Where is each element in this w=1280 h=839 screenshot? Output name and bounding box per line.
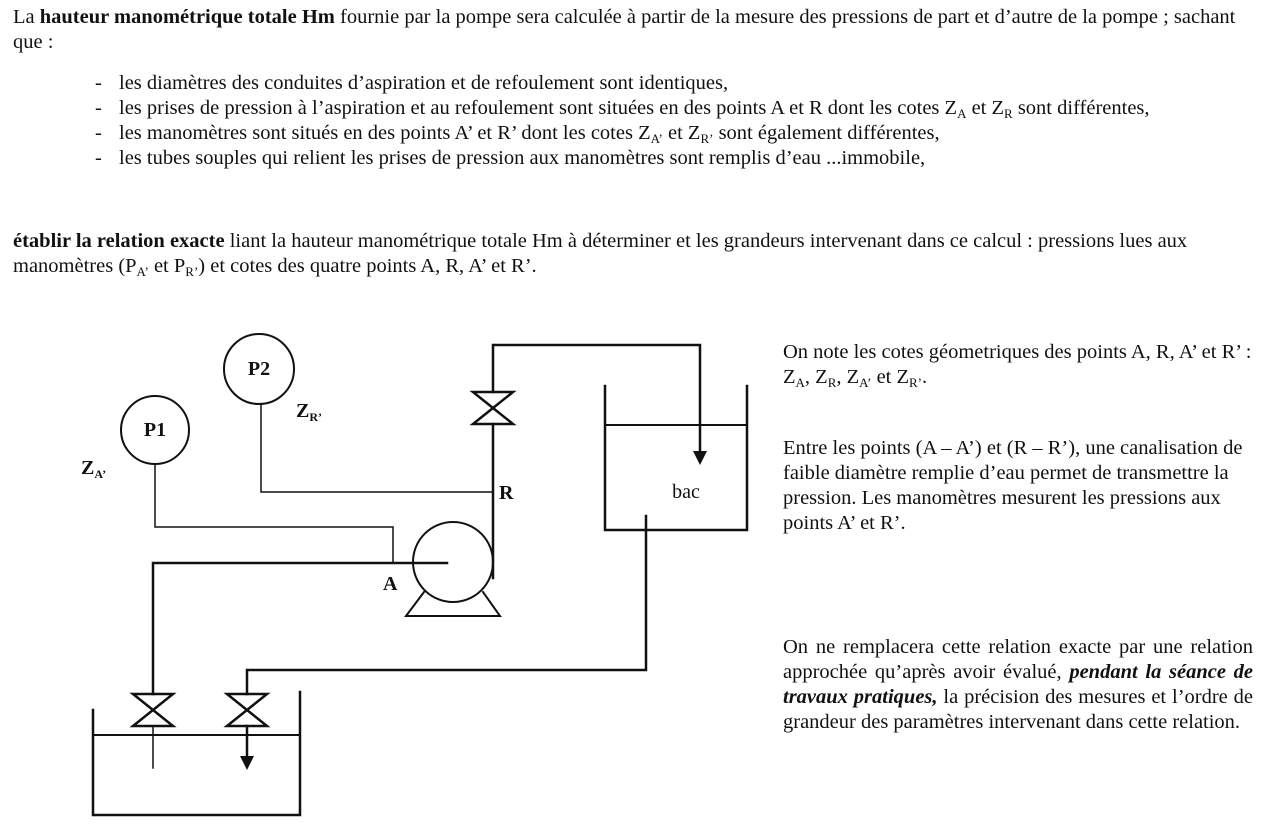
flow-arrow-icon xyxy=(693,451,707,465)
bullet-text: les diamètres des conduites d’aspiration et de refoulement sont identiques, xyxy=(119,72,729,94)
subscript: R’ xyxy=(185,264,199,279)
subscript: A xyxy=(957,106,967,121)
note-text: et Z xyxy=(871,366,910,388)
sensing-line-a xyxy=(155,464,393,562)
bullet-text: sont également différentes, xyxy=(713,122,940,144)
task-text: et P xyxy=(148,255,186,277)
return-valve-icon xyxy=(227,694,267,726)
bullet-dash: - xyxy=(95,72,102,94)
task-text: liant la hauteur manométrique totale Hm à déterminer et les grandeurs intervenant dans ce calcul : pressions lues aux manomètres (P xyxy=(13,230,1188,277)
subscript: R xyxy=(1004,106,1013,121)
side-note-transmission: Entre les points (A – A’) et (R – R’), une canalisation de faible diamètre remplie d’eau permet de transmettre la pression. Les manomètres mesurent les pressions aux points A’ et R’. xyxy=(783,437,1243,534)
return-pipe xyxy=(247,516,646,694)
z-a-prime-label: $Z_{A’}$ xyxy=(81,457,107,481)
bullet-text: et Z xyxy=(662,122,701,144)
bullet-dash: - xyxy=(95,97,102,119)
note-emphasis: pendant la séance de travaux pratiques, xyxy=(783,661,1253,708)
gauge-p1-label: P1 xyxy=(143,419,167,441)
note-text: , Z xyxy=(836,366,860,388)
subscript: R xyxy=(827,375,837,390)
bullet-text: les tubes souples qui relient les prises de pression aux manomètres sont remplis d’eau ...immobile, xyxy=(119,147,926,169)
bullet-text: les prises de pression à l’aspiration et au refoulement sont situées en des points A et R dont les cotes Z xyxy=(119,97,958,119)
intro-suffix: fournie par la pompe sera calculée à partir de la mesure des pressions de part et d’autre de la pompe ; sachant que : xyxy=(13,6,1236,53)
suction-valve-icon xyxy=(133,694,173,726)
point-a-label: A xyxy=(383,573,398,595)
note-text: la précision des mesures et l’ordre de grandeur des paramètres intervenant dans cette relation. xyxy=(783,686,1254,733)
discharge-pipe-upper xyxy=(493,345,700,452)
note-text: , Z xyxy=(804,366,828,388)
note-text: . xyxy=(922,366,928,388)
bullet-text: les manomètres sont situés en des points A’ et R’ dont les cotes Z xyxy=(119,122,651,144)
bullet-dash: - xyxy=(95,147,102,169)
suction-pipe xyxy=(153,563,447,694)
task-bold-term: établir la relation exacte xyxy=(13,230,225,252)
note-text: On note les cotes géometriques des points A, R, A’ et R’ : Z xyxy=(783,341,1252,388)
subscript: A xyxy=(795,375,805,390)
subscript: A’ xyxy=(859,375,872,390)
subscript: R’ xyxy=(909,375,923,390)
gauge-p2-label: P2 xyxy=(247,358,271,380)
z-r-prime-label: $Z_{R’}$ xyxy=(296,400,323,424)
subscript: R’ xyxy=(700,131,714,146)
flow-arrow-icon xyxy=(240,756,254,770)
subscript: A’ xyxy=(136,264,149,279)
upper-tank xyxy=(605,386,747,530)
discharge-valve-icon xyxy=(473,392,513,424)
tank-label: bac xyxy=(672,481,700,503)
lower-tank xyxy=(93,692,300,815)
note-text: On ne remplacera cette relation exacte par une relation approchée qu’après avoir évalué, xyxy=(783,636,1253,683)
task-text: ) et cotes des quatre points A, R, A’ et R’. xyxy=(198,255,537,277)
pump-base xyxy=(406,592,500,616)
bullet-text: sont différentes, xyxy=(1012,97,1150,119)
bullet-dash: - xyxy=(95,122,102,144)
bullet-text: et Z xyxy=(966,97,1005,119)
point-r-label: R xyxy=(499,482,514,504)
subscript: A’ xyxy=(650,131,663,146)
intro-prefix: La xyxy=(13,6,40,28)
intro-bold-term: hauteur manométrique totale Hm xyxy=(39,6,335,28)
